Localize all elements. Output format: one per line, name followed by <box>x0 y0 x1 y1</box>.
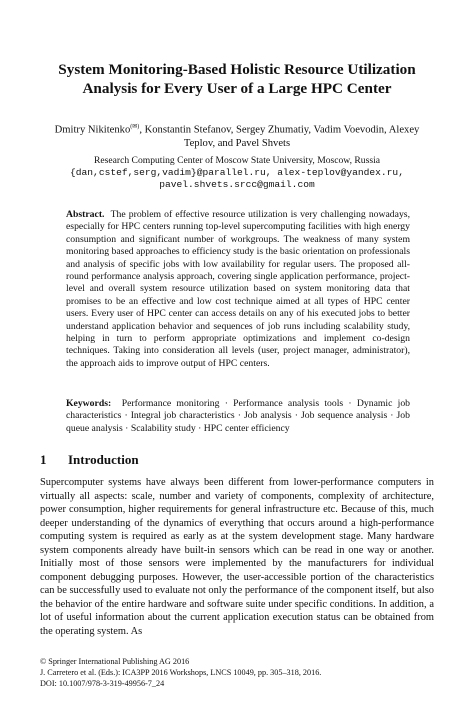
section-heading <box>40 452 139 468</box>
keywords-label: Keywords: <box>66 398 112 409</box>
corresponding-author-mark: (✉) <box>130 124 140 130</box>
abstract <box>66 209 410 370</box>
abstract-text: The problem of effective resource utilization is very challenging nowadays, especially for HPC centers running top-level supercomputing facilities with high energy consumption and significant number of workgroups. The weakness of many system monitoring based approaches to efficiency study is the basic orientation on professionals and analysis of specific jobs with low availability for regular users. The proposed all-round performance analysis approach, covering single application performance, project-level and overall system resource utilization based on system monitoring data that promises to be an effective and low cost technique aimed at all types of HPC center users. Every user of HPC center can access details on any of his executed jobs to better understand application behavior and sequences of job runs including scalability study, helping in turn to perform appropriate optimizations and implement co-design techniques. Taking into consideration all levels (user, project manager, administrator), the approach aids to improve output of HPC centers. <box>66 209 410 369</box>
email-line-2: pavel.shvets.srcc@gmail.com <box>159 179 315 190</box>
keywords <box>66 398 410 435</box>
other-authors: , Konstantin Stefanov, Sergey Zhumatiy, Vadim Voevodin, Alexey Teplov, and Pavel Shvets <box>139 124 420 149</box>
first-author: Dmitry Nikitenko <box>54 124 131 136</box>
abstract-label: Abstract. <box>66 209 105 220</box>
citation-line: J. Carretero et al. (Eds.): ICA3PP 2016 Workshops, LNCS 10049, pp. 305–318, 2016. <box>40 668 322 677</box>
email-line-1: {dan,cstef,serg,vadim}@parallel.ru, alex-teplov@yandex.ru, <box>70 167 404 178</box>
section-title: Introduction <box>68 452 139 467</box>
copyright-notice: © Springer International Publishing AG 2016 <box>40 657 190 666</box>
paper-title: System Monitoring-Based Holistic Resource Utilization Analysis for Every User of a Large HPC Center <box>58 61 416 97</box>
footer <box>40 656 434 689</box>
institution: Research Computing Center of Moscow State University, Moscow, Russia <box>94 155 380 166</box>
affiliation-block <box>40 155 434 191</box>
doi-line: DOI: 10.1007/978-3-319-49956-7_24 <box>40 679 165 688</box>
keywords-text: Performance monitoring · Performance analysis tools · Dynamic job characteristics · Integral job characteristics · Job analysis · Job sequence analysis · Job queue analysis · Scalability study · HPC center efficiency <box>66 398 411 434</box>
body-paragraph: Supercomputer systems have always been different from lower-performance computers in virtually all aspects: scale, number and variety of components, complexity of architecture, power consumption, higher requirements for general infrastructure etc. Because of this, much deeper understanding of the dynamics of everything that occurs around a high-performance computing system is required as early as at the system development stage. Many hardware system components already have built-in sensors which can be read in one way or another. Initially most of those sensors were implemented by the manufacturers for individual component debugging purposes. However, the user-accessible portion of the characteristics can be successfully used to evaluate not only the performance of the component itself, but also the behavior of the entire hardware and software suite under specific conditions. In addition, a lot of useful information about the current application execution status can be obtained from the operating system. As <box>40 477 434 637</box>
section-number: 1 <box>40 452 47 467</box>
author-list <box>40 121 434 150</box>
